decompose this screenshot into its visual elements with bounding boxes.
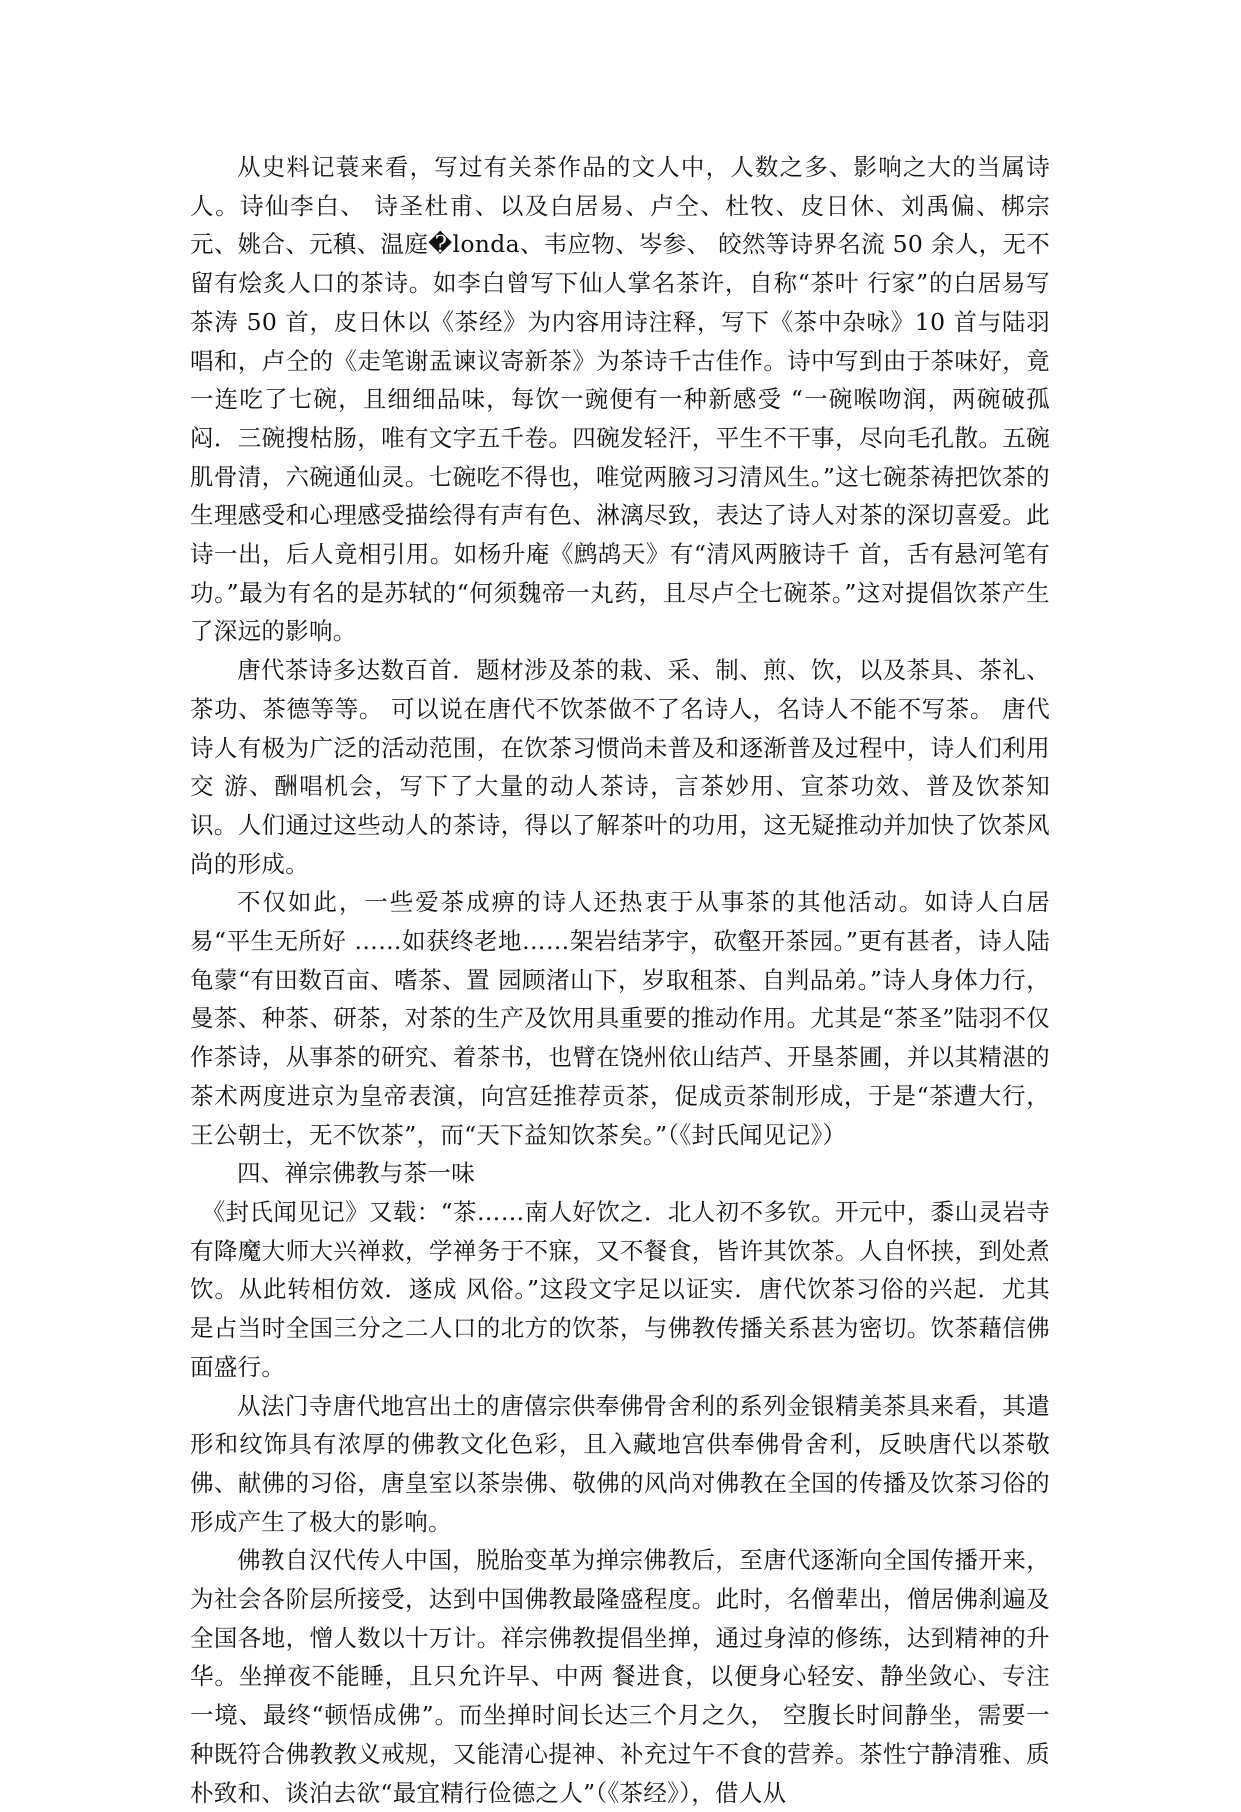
paragraph-tea-poets: 从史料记蓑来看，写过有关茶作品的文人中，人数之多、影响之大的当属诗人。诗仙李白、 诗圣杜甫、以及白居易、卢仝、杜牧、皮日休、刘禹偏、梆宗元、姚合、元稹、温庭�londa、韦应物、岑参、 皎然等诗界名流 50 余人，无不留有烩炙人口的茶诗。如李白曾写下仙人掌名茶许，自称“茶叶 行家”的白居易写茶涛 50 首，皮日休以《茶经》为内容用诗注释，写下《茶中杂咏》10 首与陆羽 唱和，卢仝的《走笔谢盂谏议寄新茶》为茶诗千古佳作。诗中写到由于茶味好，竟一连吃了七碗，且细细品味，每饮一豌便有一种新感受 “一碗喉吻润，两碗破孤闷．三碗搜枯肠，唯有文字五千卷。四碗发轻汗，平生不干事，尽向毛孔散。五碗肌骨清，六碗通仙灵。七碗吃不得也，唯觉两腋习习清风生。”这七碗茶祷把饮茶的生理感受和心理感受描绘得有声有色、淋漓尽致，表达了诗人对茶的深切喜爱。此诗一出，后人竟相引用。如杨升庵《鹧鸪天》有“清风两腋诗千 首，舌有悬河笔有功。”最为有名的是苏轼的“何须魏帝一丸药，且尽卢仝七碗茶。”这对提倡饮茶产生了深远的影响。 [190,153,1050,646]
section-heading: 四、禅宗佛教与茶一味 [237,1159,475,1188]
paragraph-famen-temple: 从法门寺唐代地宫出土的唐僖宗供奉佛骨舍利的系列金银精美茶具来看，其遣形和纹饰具有浓厚的佛教文化色彩，且入藏地宫供奉佛骨舍利，反映唐代以茶敬佛、献佛的习俗，唐皇室以茶崇佛、敬佛的风尚对佛教在全国的传播及饮茶习俗的形成产生了极大的影响。 [190,1391,1050,1536]
paragraph-fengshi-record: 《封氏闻见记》又载：“茶……南人好饮之．北人初不多钦。开元中，黍山灵岩寺有降魔大师大兴禅救，学禅务于不寐，又不餐食，皆许其饮茶。人自怀挟，到处煮饮。从此转相仿效．遂成 风俗。”这段文字足以证实．唐代饮茶习俗的兴起．尤其是占当时全国三分之二人口的北方的饮茶，与佛教传播关系甚为密切。饮茶藉信佛面盛行。 [190,1197,1050,1381]
paragraph-tang-tea-poems: 唐代茶诗多达数百首．题材涉及茶的栽、采、制、煎、饮，以及茶具、茶礼、茶功、茶德等等。 可以说在唐代不饮茶做不了名诗人，名诗人不能不写茶。 唐代诗人有极为广泛的活动范围，在饮茶习惯尚未普及和逐渐普及过程中，诗人们利用交 游、酬唱机会，写下了大量的动人茶诗，言茶妙用、宣茶功效、普及饮茶知识。人们通过这些动人的茶诗，得以了解茶叶的功用，这无疑推动并加快了饮茶风尚的形成。 [190,656,1050,878]
paragraph-poet-activities: 不仅如此，一些爱茶成痹的诗人还热衷于从事茶的其他活动。如诗人白居易“平生无所好 ……如获终老地……架岩结茅宇，砍壑开茶园。”更有甚者，诗人陆龟蒙“有田数百亩、嗜茶、置 园顾渚山下，岁取租茶、自判品弟。”诗人身体力行，曼茶、种茶、研茶，对茶的生产及饮用具重要的推动作用。尤其是“茶圣”陆羽不仅作茶诗，从事茶的研究、着茶书，也臂在饶州依山结芦、开垦茶圃，并以其精湛的茶术两度进京为皇帝表演，向宫廷推荐贡茶，促成贡茶制形成，于是“茶遭大行，王公朝士，无不饮茶”，而“天下益知饮茶矣。”（《封氏闻见记》） [190,888,1050,1149]
paragraph-zen-buddhism: 佛教自汉代传人中国，脱胎变革为掸宗佛教后，至唐代逐渐向全国传播开来，为社会各阶层所接受，达到中国佛教最隆盛程度。此时，名僧辈出，僧居佛刹遍及全国各地，憎人数以十万计。祥宗佛教提倡坐掸，通过身淖的修练，达到精神的升华。坐掸夜不能睡，且只允许早、中两 餐进食，以便身心轻安、静坐敛心、专注一境、最终“顿悟成佛”。而坐掸时间长达三个月之久， 空腹长时间静坐，需要一种既符合佛教教义戒规，又能清心提神、补充过午不食的营养。茶性宁静清雅、质朴致和、谈泊去欲“最宜精行俭德之人”（《茶经》），借人从 [190,1546,1050,1807]
article-body [190,148,1050,1812]
